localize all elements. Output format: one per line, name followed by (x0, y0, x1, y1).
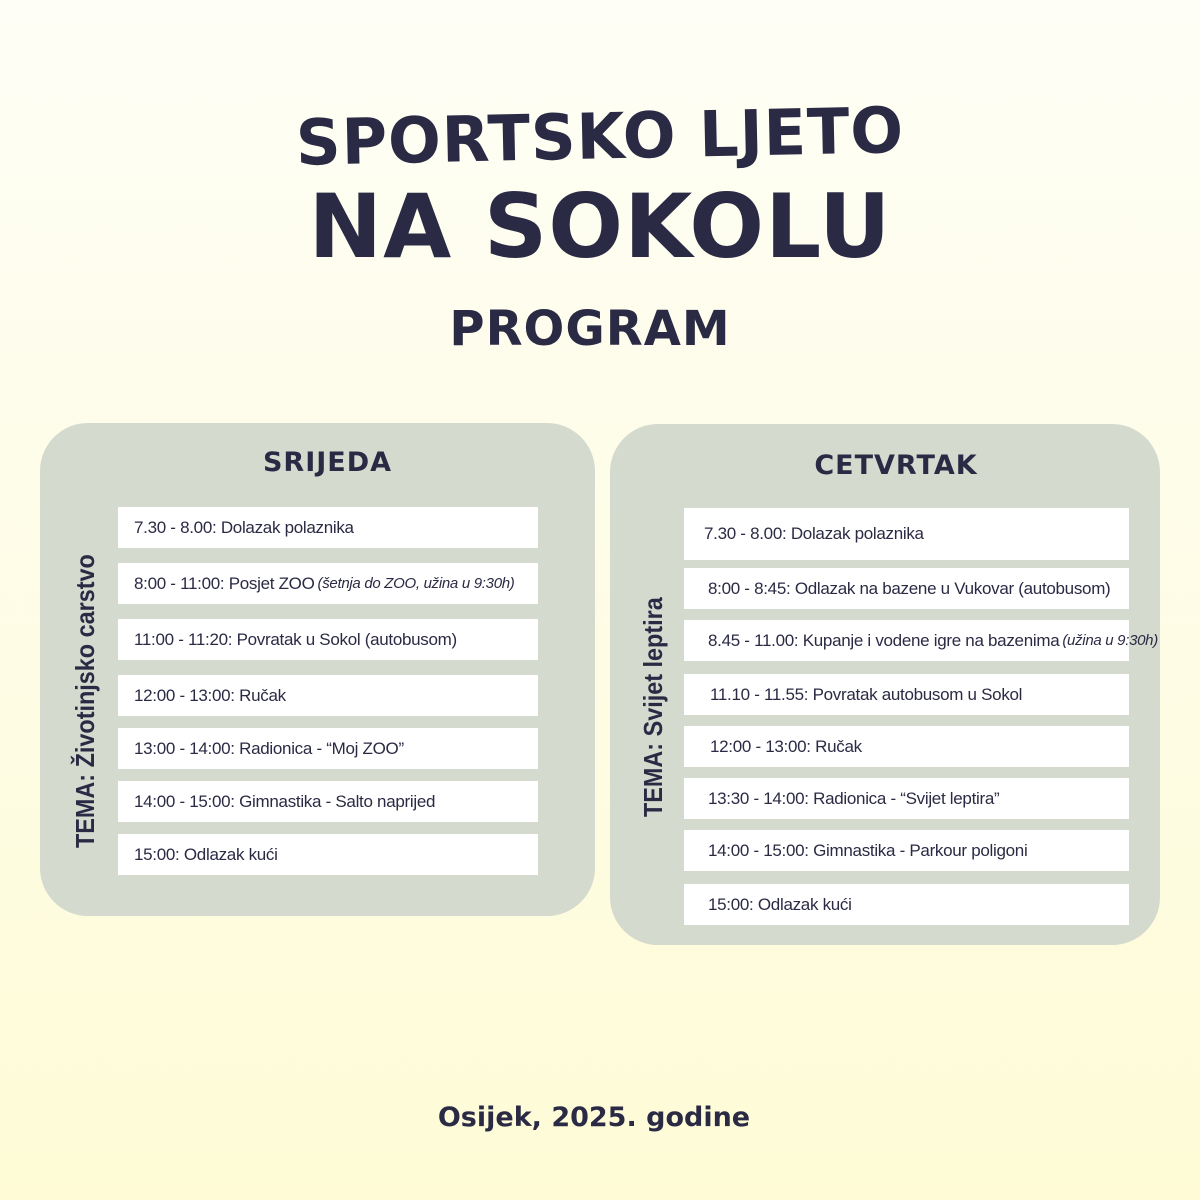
schedule-item-note: (užina u 9:30h) (1062, 632, 1158, 649)
schedule-item (118, 619, 538, 660)
day-theme: TEMA: Životinjsko carstvo (70, 554, 100, 848)
title-line1: SPORTSKO LJETO (295, 92, 905, 181)
schedule-item (684, 674, 1129, 715)
schedule-item-text: 14:00 - 15:00: Gimnastika - Salto naprijed (134, 791, 436, 811)
schedule-item-text: 12:00 - 13:00: Ručak (710, 736, 862, 756)
day-heading: SRIJEDA (262, 447, 393, 478)
schedule-item (684, 884, 1129, 925)
schedule-item-text: 12:00 - 13:00: Ručak (134, 685, 286, 705)
schedule-item-text: 8.45 - 11.00: Kupanje i vodene igre na bazenima (708, 630, 1060, 650)
schedule-item-text: 8:00 - 11:00: Posjet ZOO (134, 573, 315, 593)
schedule-item (684, 620, 1158, 661)
schedule-item-text: 14:00 - 15:00: Gimnastika - Parkour poligoni (708, 840, 1028, 860)
schedule-item (118, 675, 538, 716)
schedule-item (118, 728, 538, 769)
schedule-item (118, 563, 538, 604)
schedule-item (684, 568, 1129, 609)
schedule-item-text: 13:00 - 14:00: Radionica - “Moj ZOO” (134, 738, 404, 758)
day-card-thursday (610, 424, 1160, 945)
schedule-item-text: 11:00 - 11:20: Povratak u Sokol (autobusom) (134, 629, 457, 649)
schedule-item (684, 830, 1129, 871)
schedule-item-text: 11.10 - 11.55: Povratak autobusom u Sokol (710, 684, 1023, 704)
schedule-item-text: 7.30 - 8.00: Dolazak polaznika (704, 524, 924, 543)
day-heading: CETVRTAK (814, 450, 978, 481)
day-theme: TEMA: Svijet leptira (638, 597, 668, 817)
schedule-item-text: 7.30 - 8.00: Dolazak polaznika (134, 517, 354, 537)
title-line2: NA SOKOLU (308, 175, 892, 278)
schedule-item (118, 781, 538, 822)
schedule-item-note: (šetnja do ZOO, užina u 9:30h) (317, 575, 515, 592)
footer-location-date: Osijek, 2025. godine (437, 1102, 751, 1133)
schedule-item (684, 508, 1129, 560)
schedule-item-text: 8:00 - 8:45: Odlazak na bazene u Vukovar (autobusom) (708, 578, 1111, 598)
schedule-item (684, 726, 1129, 767)
schedule-item-text: 13:30 - 14:00: Radionica - “Svijet leptira” (708, 788, 1000, 808)
schedule-item (684, 778, 1129, 819)
page-subtitle: PROGRAM (449, 301, 731, 357)
day-card-wednesday (40, 423, 595, 916)
schedule-item (118, 507, 538, 548)
schedule-item (118, 834, 538, 875)
schedule-item-text: 15:00: Odlazak kući (134, 844, 278, 864)
schedule-item-text: 15:00: Odlazak kući (708, 894, 852, 914)
